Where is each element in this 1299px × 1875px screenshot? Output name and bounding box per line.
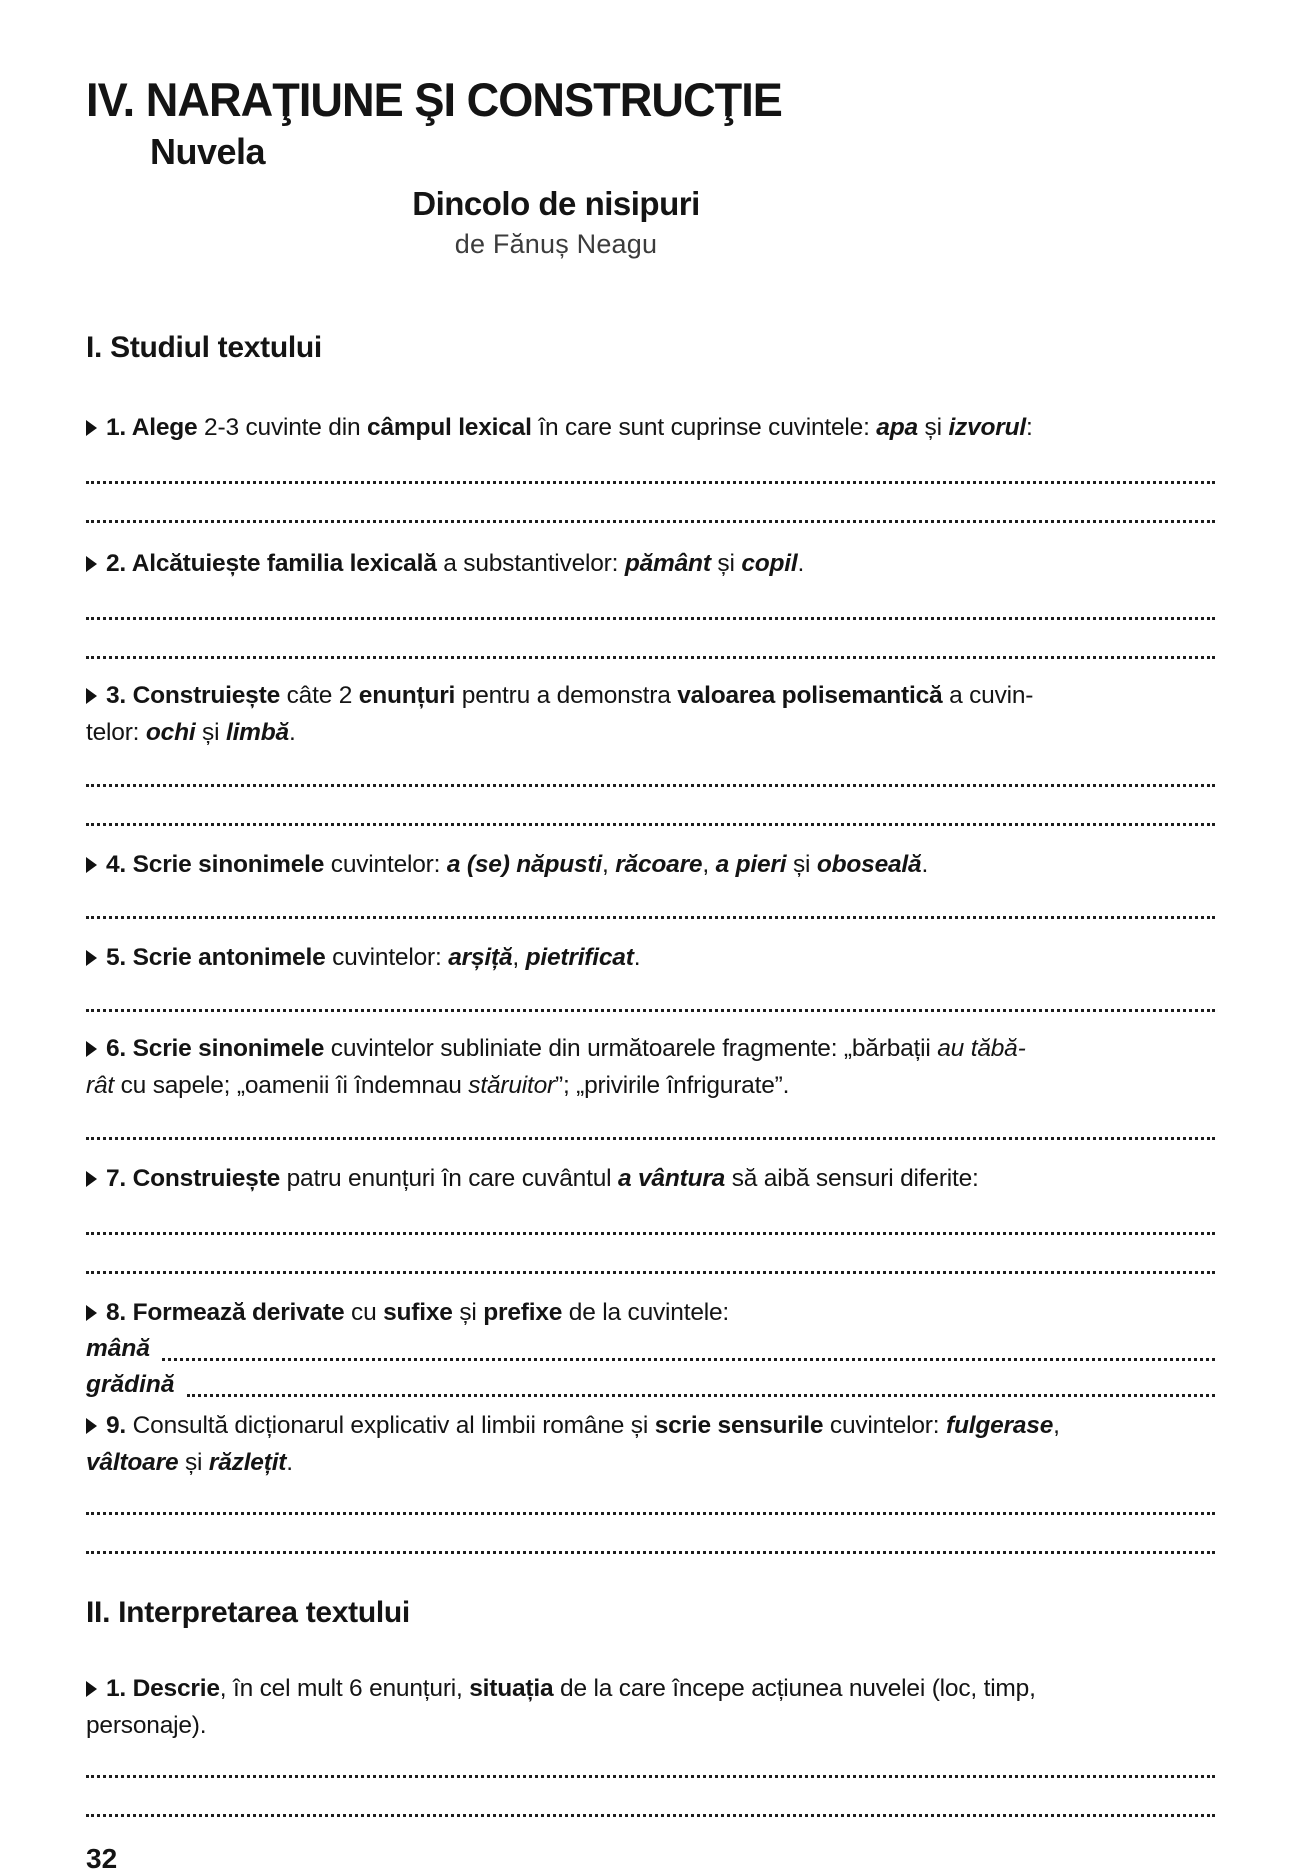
page-header	[86, 74, 1215, 259]
exercise-1	[86, 409, 1215, 523]
exercise-8	[86, 1294, 1215, 1403]
fill-line-gradina	[86, 1367, 1215, 1403]
answer-line	[86, 1221, 1215, 1235]
work-title-block	[86, 185, 1026, 259]
section-2-heading: II. Interpretarea textului	[86, 1596, 410, 1629]
answer-line	[86, 773, 1215, 787]
section-1-heading: I. Studiul textului	[86, 331, 322, 364]
bullet-triangle-icon	[86, 420, 97, 436]
answer-line	[86, 905, 1215, 919]
exercise-9-text: 9. Consultă dicționarul explicativ al limbii române și scrie sensurile cuvintelor: fulgerase, vâltoare și răzlețit.	[86, 1412, 1060, 1476]
bullet-triangle-icon	[86, 1305, 97, 1321]
answer-line	[86, 470, 1215, 484]
answer-line	[86, 812, 1215, 826]
bullet-triangle-icon	[86, 1171, 97, 1187]
chapter-title: IV. NARAŢIUNE ŞI CONSTRUCŢIE	[86, 73, 782, 126]
answer-line	[86, 1764, 1215, 1778]
exercise-5	[86, 939, 1215, 1012]
exercise-ii-1	[86, 1670, 1215, 1817]
work-author: de Fănuș Neagu	[454, 229, 658, 259]
exercise-9	[86, 1407, 1215, 1554]
section-studiul-textului	[86, 331, 1215, 1554]
exercise-4	[86, 846, 1215, 919]
answer-line	[86, 606, 1215, 620]
answer-line	[86, 645, 1215, 659]
exercise-8-text: 8. Formează derivate cu sufixe și prefixe de la cuvintele:	[86, 1294, 1215, 1331]
bullet-triangle-icon	[86, 556, 97, 572]
bullet-triangle-icon	[86, 857, 97, 873]
bullet-triangle-icon	[86, 1418, 97, 1434]
answer-line	[86, 1260, 1215, 1274]
answer-line	[86, 1540, 1215, 1554]
answer-line	[86, 1803, 1215, 1817]
exercise-6	[86, 1030, 1215, 1140]
exercise-7	[86, 1160, 1215, 1274]
answer-line	[162, 1358, 1215, 1361]
answer-line	[86, 509, 1215, 523]
chapter-subtitle: Nuvela	[150, 131, 266, 172]
exercise-3-text: 3. Construiește câte 2 enunțuri pentru a demonstra valoarea polisemantică a cuvin- telor: ochi și limbă.	[86, 682, 1034, 746]
exercise-5-text: 5. Scrie antonimele cuvintelor: arșiță, pietrificat.	[86, 939, 1215, 976]
exercise-4-text: 4. Scrie sinonimele cuvintelor: a (se) năpusti, răcoare, a pieri și oboseală.	[86, 846, 1215, 883]
page-footer	[86, 1843, 1215, 1875]
exercise-7-text: 7. Construiește patru enunțuri în care cuvântul a vântura să aibă sensuri diferite:	[86, 1160, 1215, 1197]
answer-line	[86, 1501, 1215, 1515]
section-interpretarea-textului	[86, 1596, 1215, 1817]
exercise-2-text: 2. Alcătuiește familia lexicală a substantivelor: pământ și copil.	[86, 545, 1215, 582]
answer-line	[187, 1394, 1216, 1397]
exercise-1-text: 1. Alege 2-3 cuvinte din câmpul lexical în care sunt cuprinse cuvintele: apa și izvorul:	[86, 409, 1215, 446]
bullet-triangle-icon	[86, 688, 97, 704]
exercise-3	[86, 677, 1215, 826]
work-title: Dincolo de nisipuri	[412, 185, 700, 222]
answer-line	[86, 998, 1215, 1012]
bullet-triangle-icon	[86, 950, 97, 966]
exercise-ii-1-text: 1. Descrie, în cel mult 6 enunțuri, situația de la care începe acțiunea nuvelei (loc, timp, personaje).	[86, 1675, 1036, 1739]
bullet-triangle-icon	[86, 1041, 97, 1057]
exercise-2	[86, 545, 1215, 659]
fill-label: mână	[86, 1335, 151, 1362]
bullet-triangle-icon	[86, 1681, 97, 1697]
fill-line-mana	[86, 1331, 1215, 1367]
page-number: 32	[86, 1843, 118, 1874]
exercise-6-text: 6. Scrie sinonimele cuvintelor subliniate din următoarele fragmente: „bărbații au tăbă- rât cu sapele; „oamenii îi îndemnau stăruitor”; „privirile înfrigurate”.	[86, 1035, 1026, 1099]
fill-label: grădină	[86, 1371, 175, 1398]
answer-line	[86, 1126, 1215, 1140]
